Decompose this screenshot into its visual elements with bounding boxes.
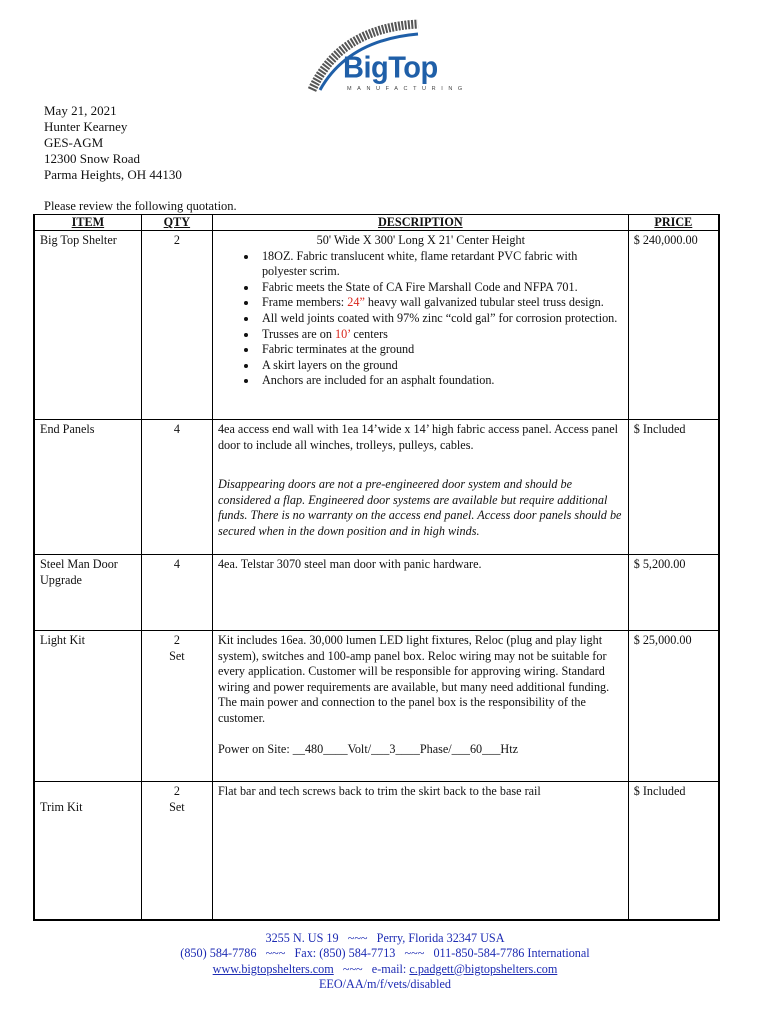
footer-contact	[0, 962, 770, 977]
item-cell: Light Kit	[34, 631, 141, 782]
description-cell	[212, 631, 628, 782]
description-cell	[212, 420, 628, 555]
recipient-company: GES-AGM	[44, 135, 104, 150]
qty-cell: 4	[141, 420, 212, 555]
qty-value: 2	[173, 633, 180, 647]
list-item: Anchors are included for an asphalt foundation.	[258, 373, 624, 389]
end-panel-description: 4ea access end wall with 1ea 14’wide x 14’ high fabric access panel. Access panel door to include all winches, trolleys, pulleys, cables.	[217, 422, 619, 452]
recipient-address	[44, 103, 182, 183]
logo-wordmark: BigTop	[343, 51, 438, 85]
highlight-value: 24”	[347, 295, 365, 310]
shelter-dimensions: 50' Wide X 300' Long X 21' Center Height	[316, 233, 525, 247]
list-item	[258, 295, 624, 311]
description-cell	[212, 231, 628, 420]
price-cell: $ Included	[628, 782, 719, 920]
table-row	[34, 555, 719, 631]
recipient-city: Parma Heights, OH 44130	[44, 167, 182, 182]
price-cell: $ Included	[628, 420, 719, 555]
table-row	[34, 631, 719, 782]
company-footer	[0, 931, 770, 993]
highlight-value: 10’	[334, 326, 351, 341]
intro-text: Please review the following quotation.	[44, 199, 237, 213]
spec-list	[218, 249, 624, 389]
qty-unit: Set	[169, 799, 185, 814]
description-cell: 4ea. Telstar 3070 steel man door with panic hardware.	[212, 555, 628, 631]
table-row	[34, 782, 719, 920]
qty-value: 2	[173, 784, 180, 798]
item-cell: End Panels	[34, 420, 141, 555]
header-description: DESCRIPTION	[212, 215, 628, 231]
item-cell: Trim Kit	[34, 782, 141, 920]
disclaimer-note: Disappearing doors are not a pre-engineered door system and should be considered a flap. Engineered door systems are available but require additional funds. There is no warranty on the access end panel. Access door panels should be secured when in the down position and in high winds.	[217, 477, 622, 538]
price-cell: $ 25,000.00	[628, 631, 719, 782]
header-price: PRICE	[628, 215, 719, 231]
item-cell: Big Top Shelter	[34, 231, 141, 420]
list-item: Fabric meets the State of CA Fire Marshall Code and NFPA 701.	[258, 280, 624, 296]
list-item: 18OZ. Fabric translucent white, flame retardant PVC fabric with polyester scrim.	[258, 249, 624, 280]
qty-cell: 2	[141, 231, 212, 420]
table-row	[34, 231, 719, 420]
price-cell: $ 240,000.00	[628, 231, 719, 420]
list-item	[258, 327, 624, 343]
qty-cell: 4	[141, 555, 212, 631]
price-cell: $ 5,200.00	[628, 555, 719, 631]
list-text: Trusses are on	[261, 326, 335, 341]
list-text: Frame members:	[261, 295, 348, 310]
footer-eeo: EEO/AA/m/f/vets/disabled	[318, 977, 451, 992]
header-qty: QTY	[141, 215, 212, 231]
description-cell: Flat bar and tech screws back to trim the skirt back to the base rail	[212, 782, 628, 920]
footer-separator: ~~~ e-mail:	[333, 961, 410, 976]
item-cell: Steel Man Door Upgrade	[34, 555, 141, 631]
list-item: All weld joints coated with 97% zinc “cold gal” for corrosion protection.	[258, 311, 624, 327]
footer-address: 3255 N. US 19 ~~~ Perry, Florida 32347 USA	[265, 931, 505, 945]
list-item: Fabric terminates at the ground	[258, 342, 624, 358]
email-link[interactable]: c.padgett@bigtopshelters.com	[409, 961, 558, 976]
power-on-site: Power on Site: __480____Volt/___3____Phase/___60___Htz	[217, 741, 519, 756]
header-item: ITEM	[34, 215, 141, 231]
list-text: heavy wall galvanized tubular steel truss design.	[364, 295, 604, 310]
table-header-row	[34, 215, 719, 231]
company-logo	[300, 18, 475, 98]
footer-phones: (850) 584-7786 ~~~ Fax: (850) 584-7713 ~~~ 011-850-584-7786 International	[180, 946, 590, 961]
table-row	[34, 420, 719, 555]
qty-unit: Set	[169, 648, 185, 663]
quote-date: May 21, 2021	[44, 103, 117, 118]
website-link[interactable]: www.bigtopshelters.com	[212, 961, 334, 976]
list-text: centers	[350, 326, 388, 341]
list-item: A skirt layers on the ground	[258, 358, 624, 374]
qty-cell	[141, 631, 212, 782]
light-kit-description: Kit includes 16ea. 30,000 lumen LED light fixtures, Reloc (plug and play light system), switches and 100-amp panel box. Reloc wiring may not be suitable for every application. Customer will be responsible for approving wiring. Standard wiring and power requirements are available, but many need additional funding. The main power and connection to the panel box is the responsibility of the customer.	[217, 633, 610, 725]
logo-subtitle: MANUFACTURING	[347, 86, 468, 92]
recipient-name: Hunter Kearney	[44, 119, 128, 134]
quotation-table	[33, 214, 720, 921]
qty-cell	[141, 782, 212, 920]
recipient-street: 12300 Snow Road	[44, 151, 141, 166]
